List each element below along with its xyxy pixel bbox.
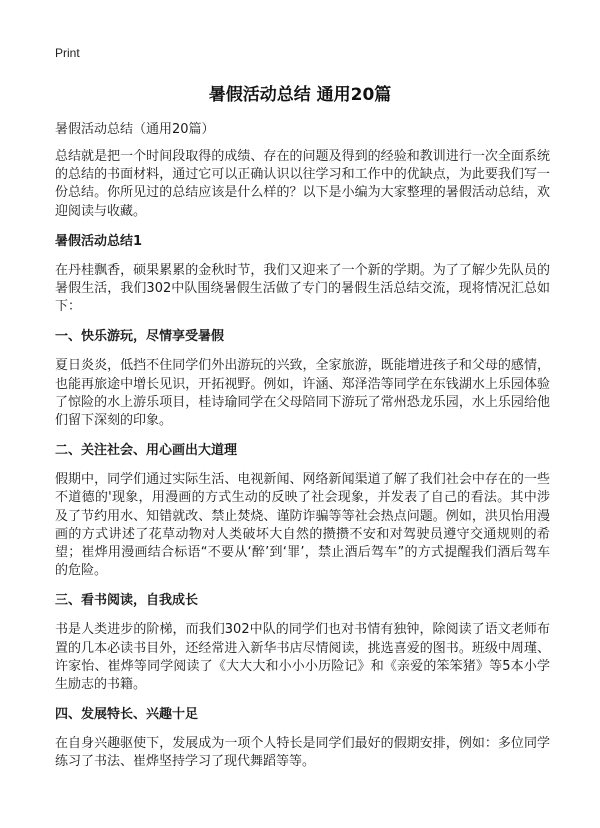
part-body-1: 夏日炎炎，低挡不住同学们外出游玩的兴致，全家旅游，既能增进孩子和父母的感情，也能再旅途中增长见识，开拓视野。例如，许涵、郑泽浩等同学在东钱湖水上乐园体验了惊险的水上游乐项目，桂诗瑜同学在父母陪同下游玩了常州恐龙乐园，水上乐园给他们留下深刻的印象。 bbox=[55, 358, 550, 429]
part-body-4: 在自身兴趣驱使下，发展成为一项个人特长是同学们最好的假期安排，例如：多位同学练习了书法、崔烨坚持学习了现代舞蹈等等。 bbox=[55, 736, 550, 770]
article-body bbox=[55, 120, 550, 783]
print-link[interactable]: Print bbox=[55, 46, 80, 60]
intro-paragraph: 总结就是把一个时间段取得的成绩、存在的问题及得到的经验和教训进行一次全面系统的总结的书面材料，通过它可以正确认识以往学习和工作中的优缺点，为此要我们写一份总结。你所见过的总结应该是什么样的？以下是小编为大家整理的暑假活动总结，欢迎阅读与收藏。 bbox=[55, 149, 550, 219]
part-heading-2: 二、关注社会、用心画出大道理 bbox=[55, 443, 238, 459]
part-heading-1: 一、快乐游玩，尽情享受暑假 bbox=[55, 329, 225, 345]
section-intro-paragraph: 在丹桂飘香，硕果累累的金秋时节，我们又迎来了一个新的学期。为了了解少先队员的暑假生活，我们302中队围绕暑假生活做了专门的暑假生活总结交流，现将情况汇总如下： bbox=[55, 262, 550, 315]
page-title: 暑假活动总结 通用20篇 bbox=[208, 85, 392, 105]
part-heading-4: 四、发展特长、兴趣十足 bbox=[55, 707, 199, 723]
part-body-3: 书是人类进步的阶梯，而我们302中队的同学们也对书情有独钟，除阅读了语文老师布置的几本必读书目外，还经常进入新华书店尽情阅读，挑选喜爱的图书。班级中周瑾、许家怡、崔烨等同学阅读了《大大大和小小小历险记》和《亲爱的笨笨猪》等5本小学生励志的书籍。 bbox=[55, 622, 550, 693]
article-subtitle: 暑假活动总结（通用20篇） bbox=[55, 122, 215, 137]
part-body-2: 假期中，同学们通过实际生活、电视新闻、网络新闻渠道了解了我们社会中存在的一些不道德的'现象，用漫画的方式生动的反映了社会现象，并发表了自己的看法。其中涉及了节约用水、知错就改、禁止焚烧、谨防诈骗等等社会热点问题。例如，洪贝怡用漫画的方式讲述了花草动物对人类破坏大自然的攒攒不安和对驾驶员遵守交通规则的希望；崔烨用漫画结合标语“不要从‘醉’到‘罪’，禁止酒后驾车”的方式提醒我们酒后驾车的危险。 bbox=[55, 472, 550, 579]
part-heading-3: 三、看书阅读，自我成长 bbox=[55, 593, 199, 609]
section-title: 暑假活动总结1 bbox=[55, 233, 143, 249]
